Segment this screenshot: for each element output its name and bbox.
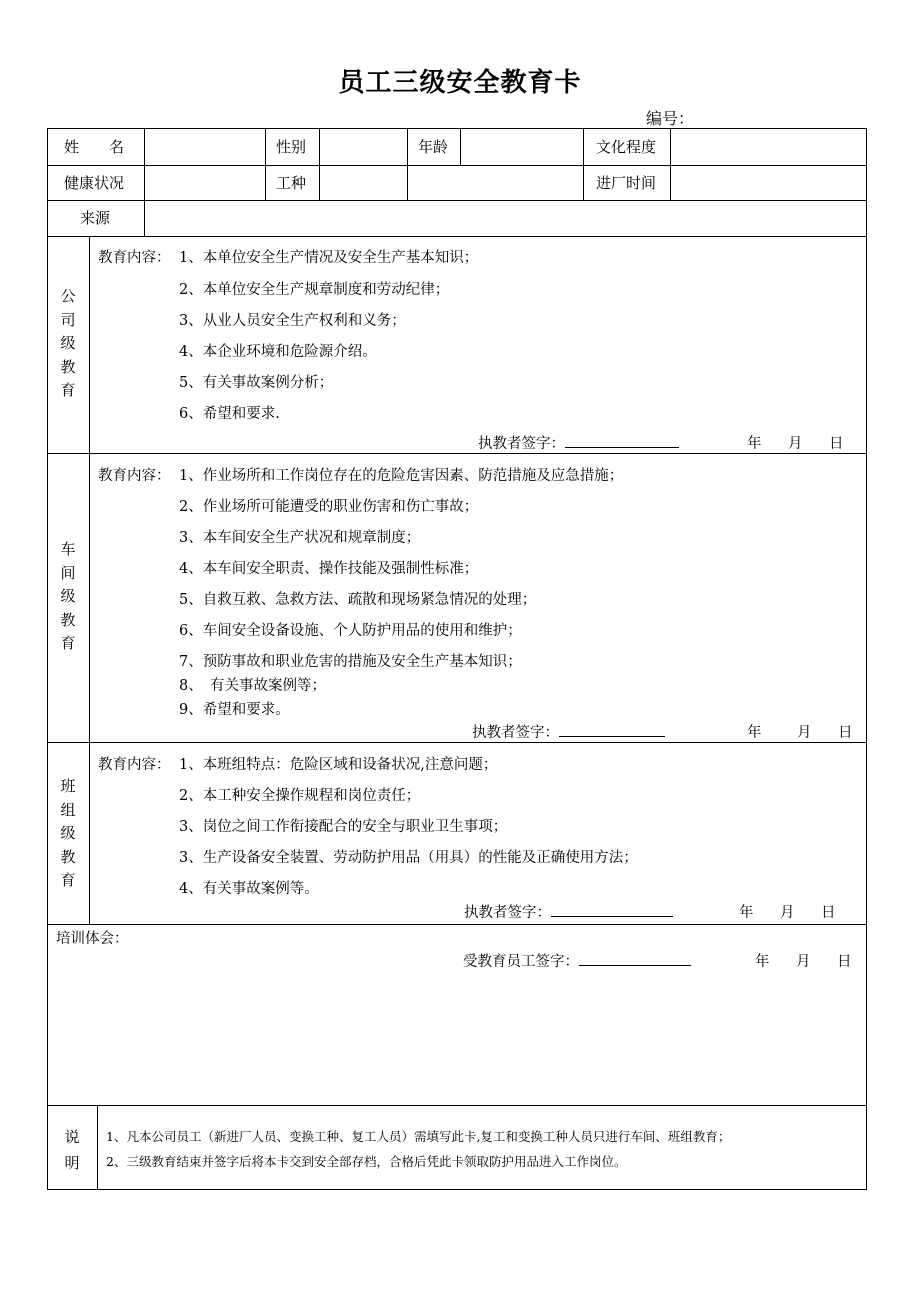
side-char: 育 [60,634,76,652]
workshop-item: 9、希望和要求。 [179,702,290,718]
team-item: 3、生产设备安全装置、劳动防护用品（用具）的性能及正确使用方法； [179,850,638,866]
side-char: 司 [60,310,76,329]
row-divider [47,1105,867,1106]
col-divider [319,128,320,200]
team-level-side-label [58,775,78,893]
job-type-label: 工种 [276,174,307,192]
company-content-lead: 教育内容： [98,250,171,266]
col-divider [583,128,584,200]
signer-label: 执教者签字： [464,905,551,921]
health-label: 健康状况 [64,174,125,192]
workshop-item: 1、作业场所和工作岗位存在的危险危害因素、防范措施及应急措施； [179,468,624,484]
side-char: 明 [64,1154,80,1172]
workshop-item: 5、自救互救、急救方法、疏散和现场紧急情况的处理； [179,592,537,608]
team-month: 月 [780,905,795,921]
signature-line[interactable] [559,722,665,737]
company-item: 2、本单位安全生产规章制度和劳动纪律； [179,282,450,298]
company-item: 1、本单位安全生产情况及安全生产基本知识； [179,250,479,266]
signer-label: 执教者签字： [472,725,559,741]
company-signature [478,432,679,453]
col-divider [407,128,408,200]
trainee-signature [463,950,691,971]
company-month: 月 [788,436,803,452]
table-border-right [866,128,867,1189]
workshop-content-lead: 教育内容： [98,468,171,484]
training-reflection-area[interactable] [56,975,861,1100]
page-title: 员工三级安全教育卡 [338,68,582,98]
name-label: 姓 名 [64,138,125,156]
workshop-item: 6、车间安全设备设施、个人防护用品的使用和维护； [179,623,522,639]
team-item: 1、本班组特点：危险区域和设备状况,注意问题； [179,757,498,773]
side-char: 育 [60,871,76,889]
col-divider [265,128,266,200]
team-year: 年 [739,905,754,921]
col-divider [670,128,671,200]
col-divider [144,128,145,236]
team-item: 2、本工种安全操作规程和岗位责任； [179,788,421,804]
col-divider [460,128,461,165]
company-item: 5、有关事故案例分析； [179,375,334,391]
side-char: 教 [60,610,76,629]
col-divider [89,236,90,924]
training-year: 年 [755,954,770,970]
gender-label: 性别 [276,138,307,156]
company-level-side-label [58,285,78,403]
workshop-day: 日 [838,725,853,741]
workshop-month: 月 [797,725,812,741]
side-char: 级 [60,824,76,842]
team-item: 3、岗位之间工作衔接配合的安全与职业卫生事项； [179,819,508,835]
training-month: 月 [796,954,811,970]
signature-line[interactable] [565,433,679,448]
row-divider [47,165,867,166]
side-char: 说 [64,1128,80,1146]
side-char: 级 [60,334,76,352]
education-level-label: 文化程度 [596,138,657,156]
age-label: 年龄 [418,138,449,156]
table-border-left [47,128,48,1189]
side-char: 教 [60,357,76,376]
company-item: 4、本企业环境和危险源介绍。 [179,344,377,360]
company-item: 6、希望和要求. [179,406,280,422]
table-border-top [47,128,867,129]
signature-line[interactable] [579,951,691,966]
row-divider [47,200,867,201]
signature-line[interactable] [551,902,673,917]
col-divider [97,1105,98,1189]
row-divider [47,236,867,237]
workshop-level-side-label [58,538,78,656]
workshop-item: 3、本车间安全生产状况和规章制度； [179,530,421,546]
workshop-signature [472,721,665,742]
training-reflection-label: 培训体会： [56,931,129,947]
note-line: 1、凡本公司员工（新进厂人员、变换工种、复工人员）需填写此卡,复工和变换工种人员只进行车间、班组教育； [106,1129,731,1144]
team-day: 日 [821,905,836,921]
team-signature [464,901,673,922]
team-content-lead: 教育内容： [98,757,171,773]
row-divider [47,742,867,743]
workshop-item: 8、 有关事故案例等； [179,678,326,694]
row-divider [47,924,867,925]
serial-number-label: 编号： [646,109,695,128]
company-year: 年 [747,436,762,452]
side-char: 级 [60,587,76,605]
side-char: 车 [60,540,76,558]
team-item: 4、有关事故案例等。 [179,881,319,897]
note-line: 2、三级教育结束并签字后将本卡交到安全部存档，合格后凭此卡领取防护用品进入工作岗位。 [106,1154,627,1169]
notes-side-label [62,1124,82,1176]
row-divider [47,453,867,454]
side-char: 班 [60,777,76,795]
company-item: 3、从业人员安全生产权利和义务； [179,313,406,329]
side-char: 间 [60,563,76,582]
signer-label: 执教者签字： [478,436,565,452]
entry-time-label: 进厂时间 [596,174,657,192]
workshop-item: 4、本车间安全职责、操作技能及强制性标准； [179,561,479,577]
training-day: 日 [837,954,852,970]
side-char: 公 [60,287,76,305]
workshop-year: 年 [747,725,762,741]
source-label: 来源 [80,209,111,227]
signer-label: 受教育员工签字： [463,954,579,970]
workshop-item: 2、作业场所可能遭受的职业伤害和伤亡事故； [179,499,479,515]
side-char: 教 [60,847,76,866]
company-day: 日 [829,436,844,452]
side-char: 育 [60,381,76,399]
workshop-item: 7、预防事故和职业危害的措施及安全生产基本知识； [179,654,522,670]
side-char: 组 [60,800,76,819]
table-border-bottom [47,1189,867,1190]
